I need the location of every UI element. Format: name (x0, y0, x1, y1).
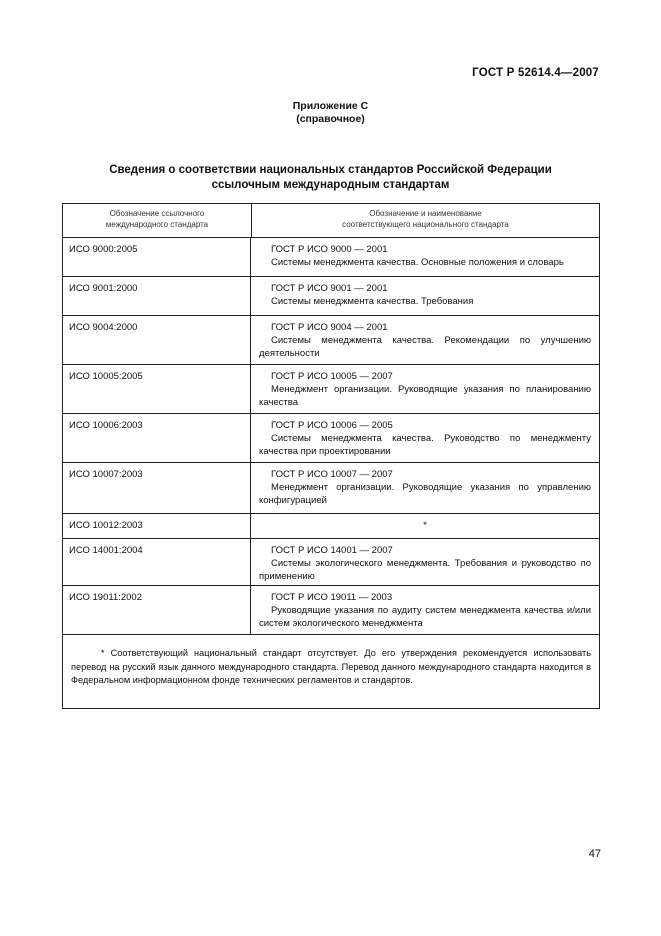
national-standard-code: ГОСТ Р ИСО 9001 — 2001 (271, 283, 388, 294)
international-standard-cell: ИСО 10006:2003 (63, 414, 251, 462)
international-standard-cell: ИСО 9000:2005 (63, 238, 251, 276)
table-row (63, 365, 599, 414)
national-standard-name: Системы менеджмента качества. Рекомендации по улучшению деятельности (259, 335, 591, 359)
national-standard-name: Системы менеджмента качества. Руководство по менеджменту качества при проектировании (259, 433, 591, 457)
column-header-national (252, 204, 599, 237)
correspondence-table (62, 203, 600, 709)
national-standard-code: ГОСТ Р ИСО 9004 — 2001 (271, 322, 388, 333)
national-standard-code: ГОСТ Р ИСО 10005 — 2007 (271, 371, 393, 382)
national-standard-name: Системы экологического менеджмента. Требования и руководство по применению (259, 558, 591, 582)
table-row (63, 514, 599, 539)
national-standard-code: ГОСТ Р ИСО 10006 — 2005 (271, 420, 393, 431)
international-standard-cell: ИСО 10012:2003 (63, 514, 251, 538)
national-standard-cell (251, 365, 599, 413)
international-standard-cell: ИСО 19011:2002 (63, 586, 251, 634)
national-standard-name: Менеджмент организации. Руководящие указания по управлению конфигурацией (259, 482, 591, 506)
table-row (63, 316, 599, 365)
table-row (63, 586, 599, 635)
international-standard-cell: ИСО 9001:2000 (63, 277, 251, 315)
national-standard-code: ГОСТ Р ИСО 10007 — 2007 (271, 469, 393, 480)
national-standard-cell (251, 414, 599, 462)
national-standard-cell (251, 463, 599, 513)
table-row (63, 238, 599, 277)
page-number: 47 (588, 848, 601, 860)
table-title-line1: Сведения о соответствии национальных стандартов Российской Федерации (109, 164, 552, 176)
national-standard-code: ГОСТ Р ИСО 19011 — 2003 (271, 592, 393, 603)
international-standard-cell: ИСО 9004:2000 (63, 316, 251, 364)
international-standard-cell: ИСО 10005:2005 (63, 365, 251, 413)
table-header-row (63, 204, 599, 238)
column-header-national-line1: Обозначение и наименование (369, 209, 482, 218)
table-row (63, 463, 599, 514)
national-standard-name: Системы менеджмента качества. Основные положения и словарь (271, 257, 564, 268)
annex-heading (0, 100, 661, 126)
column-header-national-line2: соответствующего национального стандарта (342, 219, 509, 229)
annex-title: Приложение С (292, 100, 369, 112)
table-row (63, 414, 599, 463)
table-title-line2: ссылочным международным стандартам (211, 179, 450, 191)
table-row (63, 277, 599, 316)
column-header-international-line1: Обозначение ссылочного (109, 209, 205, 218)
annex-subtitle: (справочное) (296, 113, 365, 125)
national-standard-code: ГОСТ Р ИСО 9000 — 2001 (271, 244, 388, 255)
national-standard-name: Руководящие указания по аудиту систем менеджмента качества и/или систем экологического менеджмента (259, 605, 591, 629)
national-standard-cell (251, 277, 599, 315)
international-standard-cell: ИСО 14001:2004 (63, 539, 251, 585)
international-standard-cell: ИСО 10007:2003 (63, 463, 251, 513)
standard-code-header: ГОСТ Р 52614.4—2007 (472, 67, 599, 79)
national-standard-name: Системы менеджмента качества. Требования (271, 296, 474, 307)
footnote-marker: * (423, 520, 427, 531)
table-footnote: * Соответствующий национальный стандарт отсутствует. До его утверждения рекомендуется использовать перевод на русский язык данного международного стандарта. Перевод данного международного стандарта находится в Федеральном информационном фонде технических регламентов и стандартов. (71, 648, 591, 685)
national-standard-cell (251, 316, 599, 364)
national-standard-cell (251, 539, 599, 585)
national-standard-name: Менеджмент организации. Руководящие указания по планированию качества (259, 384, 591, 408)
table-title (0, 163, 661, 193)
column-header-international (63, 204, 252, 237)
national-standard-code: ГОСТ Р ИСО 14001 — 2007 (271, 545, 393, 556)
column-header-international-line2: международного стандарта (105, 219, 209, 229)
table-row (63, 539, 599, 586)
national-standard-cell (251, 238, 599, 276)
national-standard-cell (251, 586, 599, 634)
